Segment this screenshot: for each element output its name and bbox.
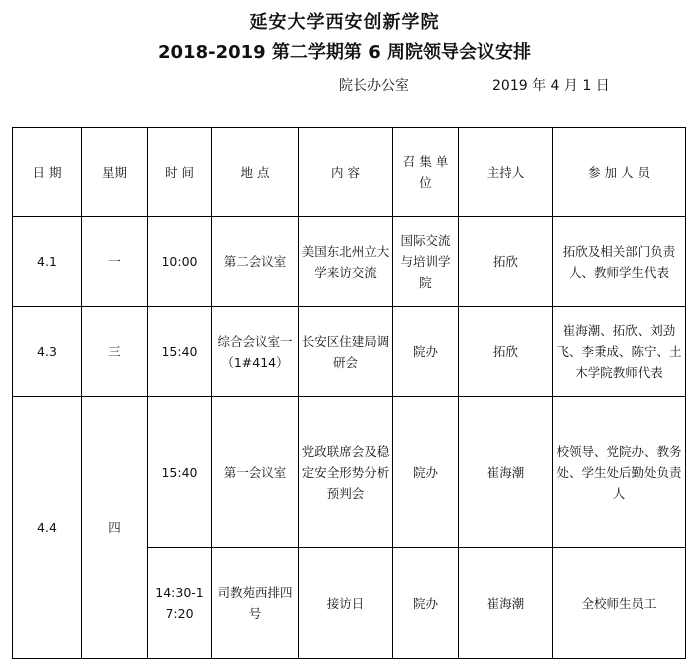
cell-weekday: 一 <box>82 217 148 307</box>
issuing-office: 院长办公室 <box>339 78 409 94</box>
page-title: 延安大学西安创新学院 <box>249 12 440 33</box>
table-header-row <box>13 128 686 217</box>
table-row <box>13 397 686 548</box>
header-date: 日 期 <box>13 128 82 217</box>
header-time: 时 间 <box>148 128 212 217</box>
header-location: 地 点 <box>212 128 299 217</box>
cell-organizer: 院办 <box>393 397 459 548</box>
cell-time: 14:30-17:20 <box>148 548 212 659</box>
cell-weekday: 四 <box>82 397 148 659</box>
schedule-table <box>12 127 686 659</box>
header-participants: 参 加 人 员 <box>553 128 686 217</box>
cell-organizer: 院办 <box>393 307 459 397</box>
cell-content: 长安区住建局调研会 <box>299 307 393 397</box>
cell-content: 接访日 <box>299 548 393 659</box>
cell-time: 15:40 <box>148 397 212 548</box>
cell-participants: 拓欣及相关部门负责人、教师学生代表 <box>553 217 686 307</box>
cell-host: 拓欣 <box>459 307 553 397</box>
header-organizer: 召 集 单 位 <box>393 128 459 217</box>
cell-location: 司教苑西排四号 <box>212 548 299 659</box>
cell-host: 崔海潮 <box>459 397 553 548</box>
table-row <box>13 217 686 307</box>
cell-time: 15:40 <box>148 307 212 397</box>
page-subtitle: 2018-2019 第二学期第 6 周院领导会议安排 <box>158 42 531 63</box>
cell-organizer: 国际交流与培训学院 <box>393 217 459 307</box>
cell-weekday: 三 <box>82 307 148 397</box>
cell-participants: 崔海潮、拓欣、刘劲飞、李秉成、陈宁、土木学院教师代表 <box>553 307 686 397</box>
cell-host: 崔海潮 <box>459 548 553 659</box>
table-row <box>13 307 686 397</box>
cell-date: 4.3 <box>13 307 82 397</box>
cell-content: 美国东北州立大学来访交流 <box>299 217 393 307</box>
cell-host: 拓欣 <box>459 217 553 307</box>
cell-date: 4.1 <box>13 217 82 307</box>
cell-organizer: 院办 <box>393 548 459 659</box>
cell-location: 第二会议室 <box>212 217 299 307</box>
issue-date: 2019 年 4 月 1 日 <box>492 78 610 94</box>
header-content: 内 容 <box>299 128 393 217</box>
cell-content: 党政联席会及稳定安全形势分析预判会 <box>299 397 393 548</box>
cell-location: 第一会议室 <box>212 397 299 548</box>
cell-date: 4.4 <box>13 397 82 659</box>
cell-time: 10:00 <box>148 217 212 307</box>
header-host: 主持人 <box>459 128 553 217</box>
cell-participants: 全校师生员工 <box>553 548 686 659</box>
header-weekday: 星期 <box>82 128 148 217</box>
cell-location: 综合会议室一（1#414） <box>212 307 299 397</box>
cell-participants: 校领导、党院办、教务处、学生处后勤处负责人 <box>553 397 686 548</box>
